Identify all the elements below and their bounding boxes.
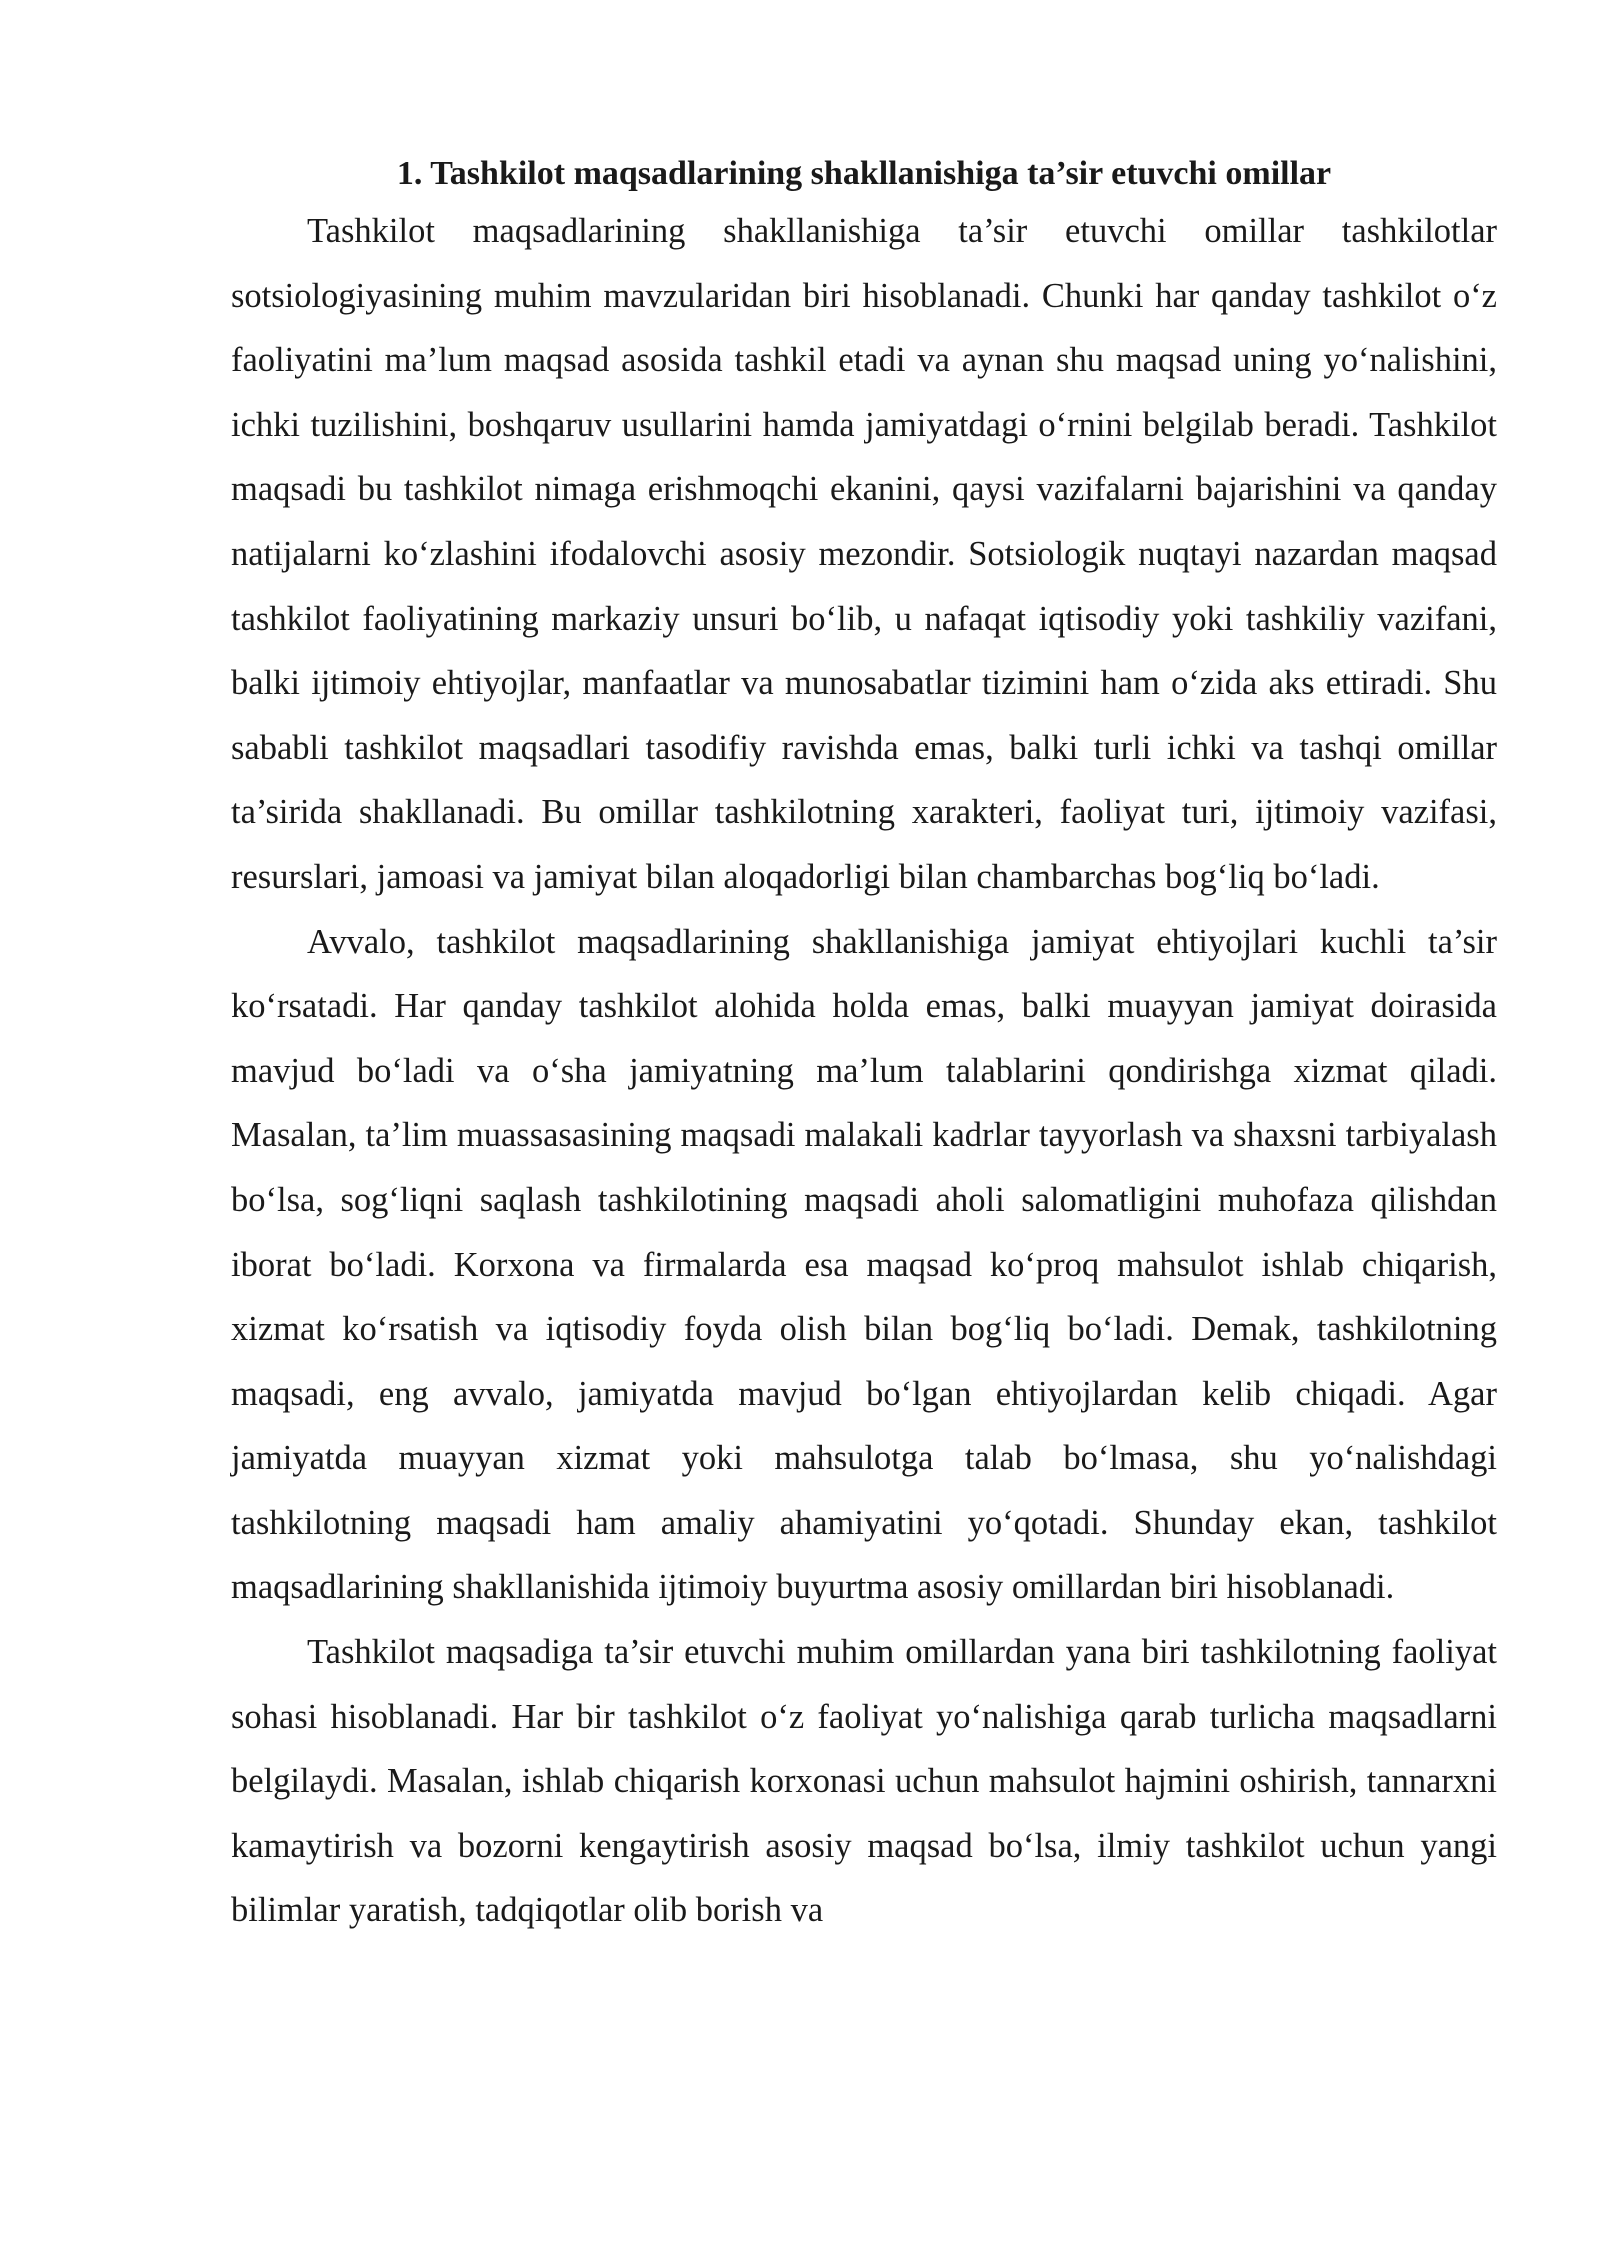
paragraph-2: Avvalo, tashkilot maqsadlarining shakllanishiga jamiyat ehtiyojlari kuchli ta’sir ko‘rsatadi. Har qanday tashkilot alohida holda emas, balki muayyan jamiyat doirasida mavjud bo‘ladi va o‘sha jamiyatning ma’lum talablarini qondirishga xizmat qiladi. Masalan, ta’lim muassasasining maqsadi malakali kadrlar tayyorlash va shaxsni tarbiyalash bo‘lsa, sog‘liqni saqlash tashkilotining maqsadi aholi salomatligini muhofaza qilishdan iborat bo‘ladi. Korxona va firmalarda esa maqsad ko‘proq mahsulot ishlab chiqarish, xizmat ko‘rsatish va iqtisodiy foyda olish bilan bog‘liq bo‘ladi. Demak, tashkilotning maqsadi, eng avvalo, jamiyatda mavjud bo‘lgan ehtiyojlardan kelib chiqadi. Agar jamiyatda muayyan xizmat yoki mahsulotga talab bo‘lmasa, shu yo‘nalishdagi tashkilotning maqsadi ham amaliy ahamiyatini yo‘qotadi. Shunday ekan, tashkilot maqsadlarining shakllanishida ijtimoiy buyurtma asosiy omillardan biri hisoblanadi. <box>231 922 1497 1607</box>
paragraph-1: Tashkilot maqsadlarining shakllanishiga ta’sir etuvchi omillar tashkilotlar sotsiologiyasining muhim mavzularidan biri hisoblanadi. Chunki har qanday tashkilot o‘z faoliyatini ma’lum maqsad asosida tashkil etadi va aynan shu maqsad uning yo‘nalishini, ichki tuzilishini, boshqaruv usullarini hamda jamiyatdagi o‘rnini belgilab beradi. Tashkilot maqsadi bu tashkilot nimaga erishmoqchi ekanini, qaysi vazifalarni bajarishini va qanday natijalarni ko‘zlashini ifodalovchi asosiy mezondir. Sotsiologik nuqtayi nazardan maqsad tashkilot faoliyatining markaziy unsuri bo‘lib, u nafaqat iqtisodiy yoki tashkiliy vazifani, balki ijtimoiy ehtiyojlar, manfaatlar va munosabatlar tizimini ham o‘zida aks ettiradi. Shu sababli tashkilot maqsadlari tasodifiy ravishda emas, balki turli ichki va tashqi omillar ta’sirida shakllanadi. Bu omillar tashkilotning xarakteri, faoliyat turi, ijtimoiy vazifasi, resurslari, jamoasi va jamiyat bilan aloqadorligi bilan chambarchas bog‘liq bo‘ladi. <box>231 212 1497 896</box>
section-heading: 1. Tashkilot maqsadlarining shakllanishiga ta’sir etuvchi omillar <box>396 155 1332 192</box>
paragraph-3: Tashkilot maqsadiga ta’sir etuvchi muhim omillardan yana biri tashkilotning faoliyat sohasi hisoblanadi. Har bir tashkilot o‘z faoliyat yo‘nalishiga qarab turlicha maqsadlarni belgilaydi. Masalan, ishlab chiqarish korxonasi uchun mahsulot hajmini oshirish, tannarxni kamaytirish va bozorni kengaytirish asosiy maqsad bo‘lsa, ilmiy tashkilot uchun yangi bilimlar yaratish, tadqiqotlar olib borish va <box>231 1633 1497 1930</box>
document-page <box>231 150 1497 1943</box>
